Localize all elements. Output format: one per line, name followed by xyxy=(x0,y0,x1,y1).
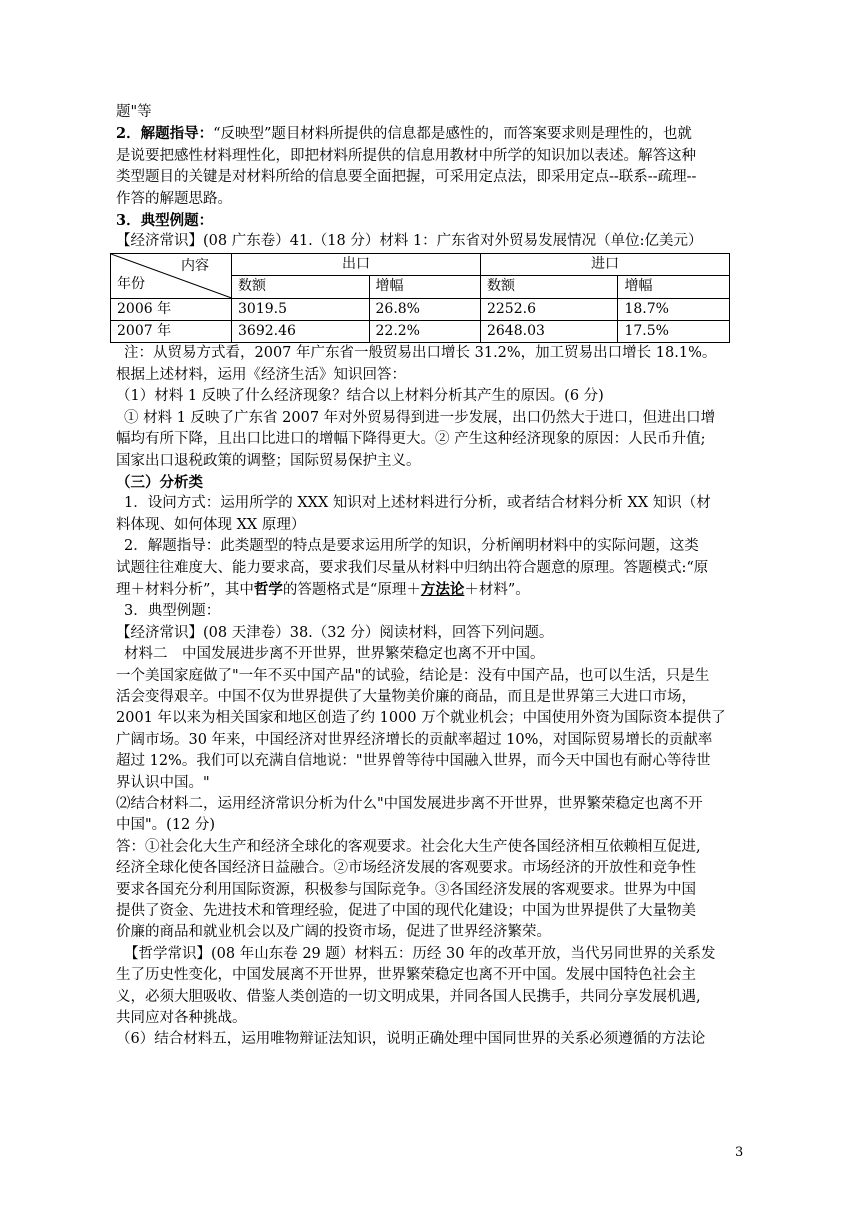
answer-line: 价廉的商品和就业机会以及广阔的投资市场，促进了世界经济繁荣。 xyxy=(116,924,551,941)
answer-line: 国家出口退税政策的调整；国际贸易保护主义。 xyxy=(116,452,421,469)
header-cell: 增幅 xyxy=(618,276,730,298)
corner-bottom-label: 年份 xyxy=(117,276,145,293)
table-cell: 2252.6 xyxy=(480,298,618,320)
question-line: （6）结合材料五，运用唯物辩证法知识，说明正确处理中国同世界的关系必须遵循的方法论 xyxy=(116,1031,706,1048)
table-cell: 2648.03 xyxy=(480,321,618,343)
bold-label: 2．解题指导： xyxy=(116,125,214,143)
export-header: 出口 xyxy=(232,253,481,275)
header-cell: 数额 xyxy=(480,276,618,298)
text-line: 注：从贸易方式看，2007 年广东省一般贸易出口增长 31.2%，加工贸易出口增长 18.1%。 xyxy=(124,345,717,362)
page-content xyxy=(116,102,746,1051)
text-line xyxy=(116,579,746,601)
text-line: 试题往往难度大、能力要求高，要求我们尽量从材料中归纳出符合题意的原理。答题模式:“原 xyxy=(116,559,709,576)
year-cell: 2006 年 xyxy=(111,298,232,320)
text-line: 一个美国家庭做了"一年不买中国产品"的试验，结论是：没有中国产品，也可以生活，只是生 xyxy=(116,667,710,684)
text-line: 3．典型例题： xyxy=(124,603,221,620)
text-line: 料体现、如何体现 XX 原理） xyxy=(116,516,306,533)
text-line: 2．解题指导：此类题型的特点是要求运用所学的知识，分析阐明材料中的实际问题，这类 xyxy=(124,538,699,555)
table-row xyxy=(111,321,730,343)
underlined-term: 方法论 xyxy=(420,580,465,598)
section-heading: （三）分析类 xyxy=(116,473,203,491)
table-row xyxy=(111,298,730,320)
text-line: 1．设问方式：运用所学的 XXX 知识对上述材料进行分析，或者结合材料分析 XX 知识（材 xyxy=(124,495,711,512)
header-cell: 增幅 xyxy=(369,276,480,298)
answer-line: 答：①社会化大生产和经济全球化的客观要求。社会化大生产使各国经济相互依赖相互促进, xyxy=(116,838,701,855)
table-cell: 22.2% xyxy=(369,321,480,343)
text-span: 理＋材料分析”，其中 xyxy=(116,581,254,598)
answer-line: 幅均有所下降，且出口比进口的增幅下降得更大。② 产生这种经济现象的原因：人民币升值; xyxy=(116,431,706,448)
table-cell: 17.5% xyxy=(618,321,730,343)
table-cell: 18.7% xyxy=(618,298,730,320)
year-cell: 2007 年 xyxy=(111,321,232,343)
text-line: 广阔市场。30 年来，中国经济对世界经济增长的贡献率超过 10%，对国际贸易增长的贡献率 xyxy=(116,731,713,748)
material-line: 材料二 中国发展进步离不开世界，世界繁荣稳定也离不开中国。 xyxy=(124,646,545,663)
text-line: 2001 年以来为相关国家和地区创造了约 1000 万个就业机会；中国使用外资为国际资本提供了 xyxy=(116,710,726,727)
table-cell: 3019.5 xyxy=(232,298,370,320)
text-span: ＋材料”。 xyxy=(464,581,530,598)
text-line: 共同应对各种挑战。 xyxy=(116,1010,247,1027)
trade-table xyxy=(110,253,730,344)
question-line: 中国"。(12 分) xyxy=(116,817,216,834)
text-span: “反映型”题目材料所提供的信息都是感性的，而答案要求则是理性的，也就 xyxy=(213,126,692,143)
text-line: 题"等 xyxy=(116,104,152,120)
answer-line: 经济全球化使各国经济日益融合。②市场经济发展的客观要求。市场经济的开放性和竞争性 xyxy=(116,860,696,877)
answer-line: 要求各国充分利用国际资源，积极参与国际竞争。③各国经济发展的客观要求。世界为中国 xyxy=(116,881,696,898)
table-corner-cell xyxy=(111,253,232,298)
text-line: 根据上述材料，运用《经济生活》知识回答： xyxy=(116,366,406,383)
header-cell: 数额 xyxy=(232,276,370,298)
question-line: ⑵结合材料二，运用经济常识分析为什么"中国发展进步离不开世界，世界繁荣稳定也离不开 xyxy=(116,796,703,812)
import-header: 进口 xyxy=(480,253,729,275)
example-title: 【经济常识】(08 天津卷）38.（32 分）阅读材料，回答下列问题。 xyxy=(116,624,554,641)
page-number: 3 xyxy=(735,1145,744,1160)
text-line xyxy=(116,123,746,145)
text-line: 是说要把感性材料理性化，即把材料所提供的信息用教材中所学的知识加以表述。解答这种 xyxy=(116,147,696,164)
text-line: 界认识中国。" xyxy=(116,774,210,791)
question-line: （1）材料 1 反映了什么经济现象？结合以上材料分析其产生的原因。(6 分) xyxy=(116,388,604,405)
corner-top-label: 内容 xyxy=(181,257,209,274)
text-line: 类型题目的关键是对材料所给的信息要全面把握，可采用定点法，即采用定点--联系--疏理-- xyxy=(116,169,697,186)
table-cell: 3692.46 xyxy=(232,321,370,343)
text-line: 作答的解题思路。 xyxy=(116,190,232,207)
text-line: 义，必须大胆吸收、借鉴人类创造的一切文明成果，并同各国人民携手，共同分享发展机遇, xyxy=(116,988,701,1005)
answer-line: 提供了资金、先进技术和管理经验，促进了中国的现代化建设；中国为世界提供了大量物美 xyxy=(116,903,696,920)
subheading: 3．典型例题： xyxy=(116,212,214,230)
example-title: 【哲学常识】(08 年山东卷 29 题）材料五：历经 30 年的改革开放，当代另同世界的关系发 xyxy=(124,945,716,962)
text-line: 超过 12%。我们可以充满自信地说："世界曾等待中国融入世界，而今天中国也有耐心等待世 xyxy=(116,753,711,770)
table-cell: 26.8% xyxy=(369,298,480,320)
text-line: 活会变得艰辛。中国不仅为世界提供了大量物美价廉的商品，而且是世界第三大进口市场， xyxy=(116,688,696,705)
text-line: 生了历史性变化，中国发展离不开世界，世界繁荣稳定也离不开中国。发展中国特色社会主 xyxy=(116,967,696,984)
example-title: 【经济常识】(08 广东卷）41.（18 分）材料 1：广东省对外贸易发展情况（单位:亿美元） xyxy=(116,233,703,250)
bold-term: 哲学 xyxy=(253,580,283,598)
text-span: 的答题格式是“原理＋ xyxy=(282,581,421,598)
answer-line: ① 材料 1 反映了广东省 2007 年对外贸易得到进一步发展，出口仍然大于进口，但进出口增 xyxy=(124,409,716,426)
